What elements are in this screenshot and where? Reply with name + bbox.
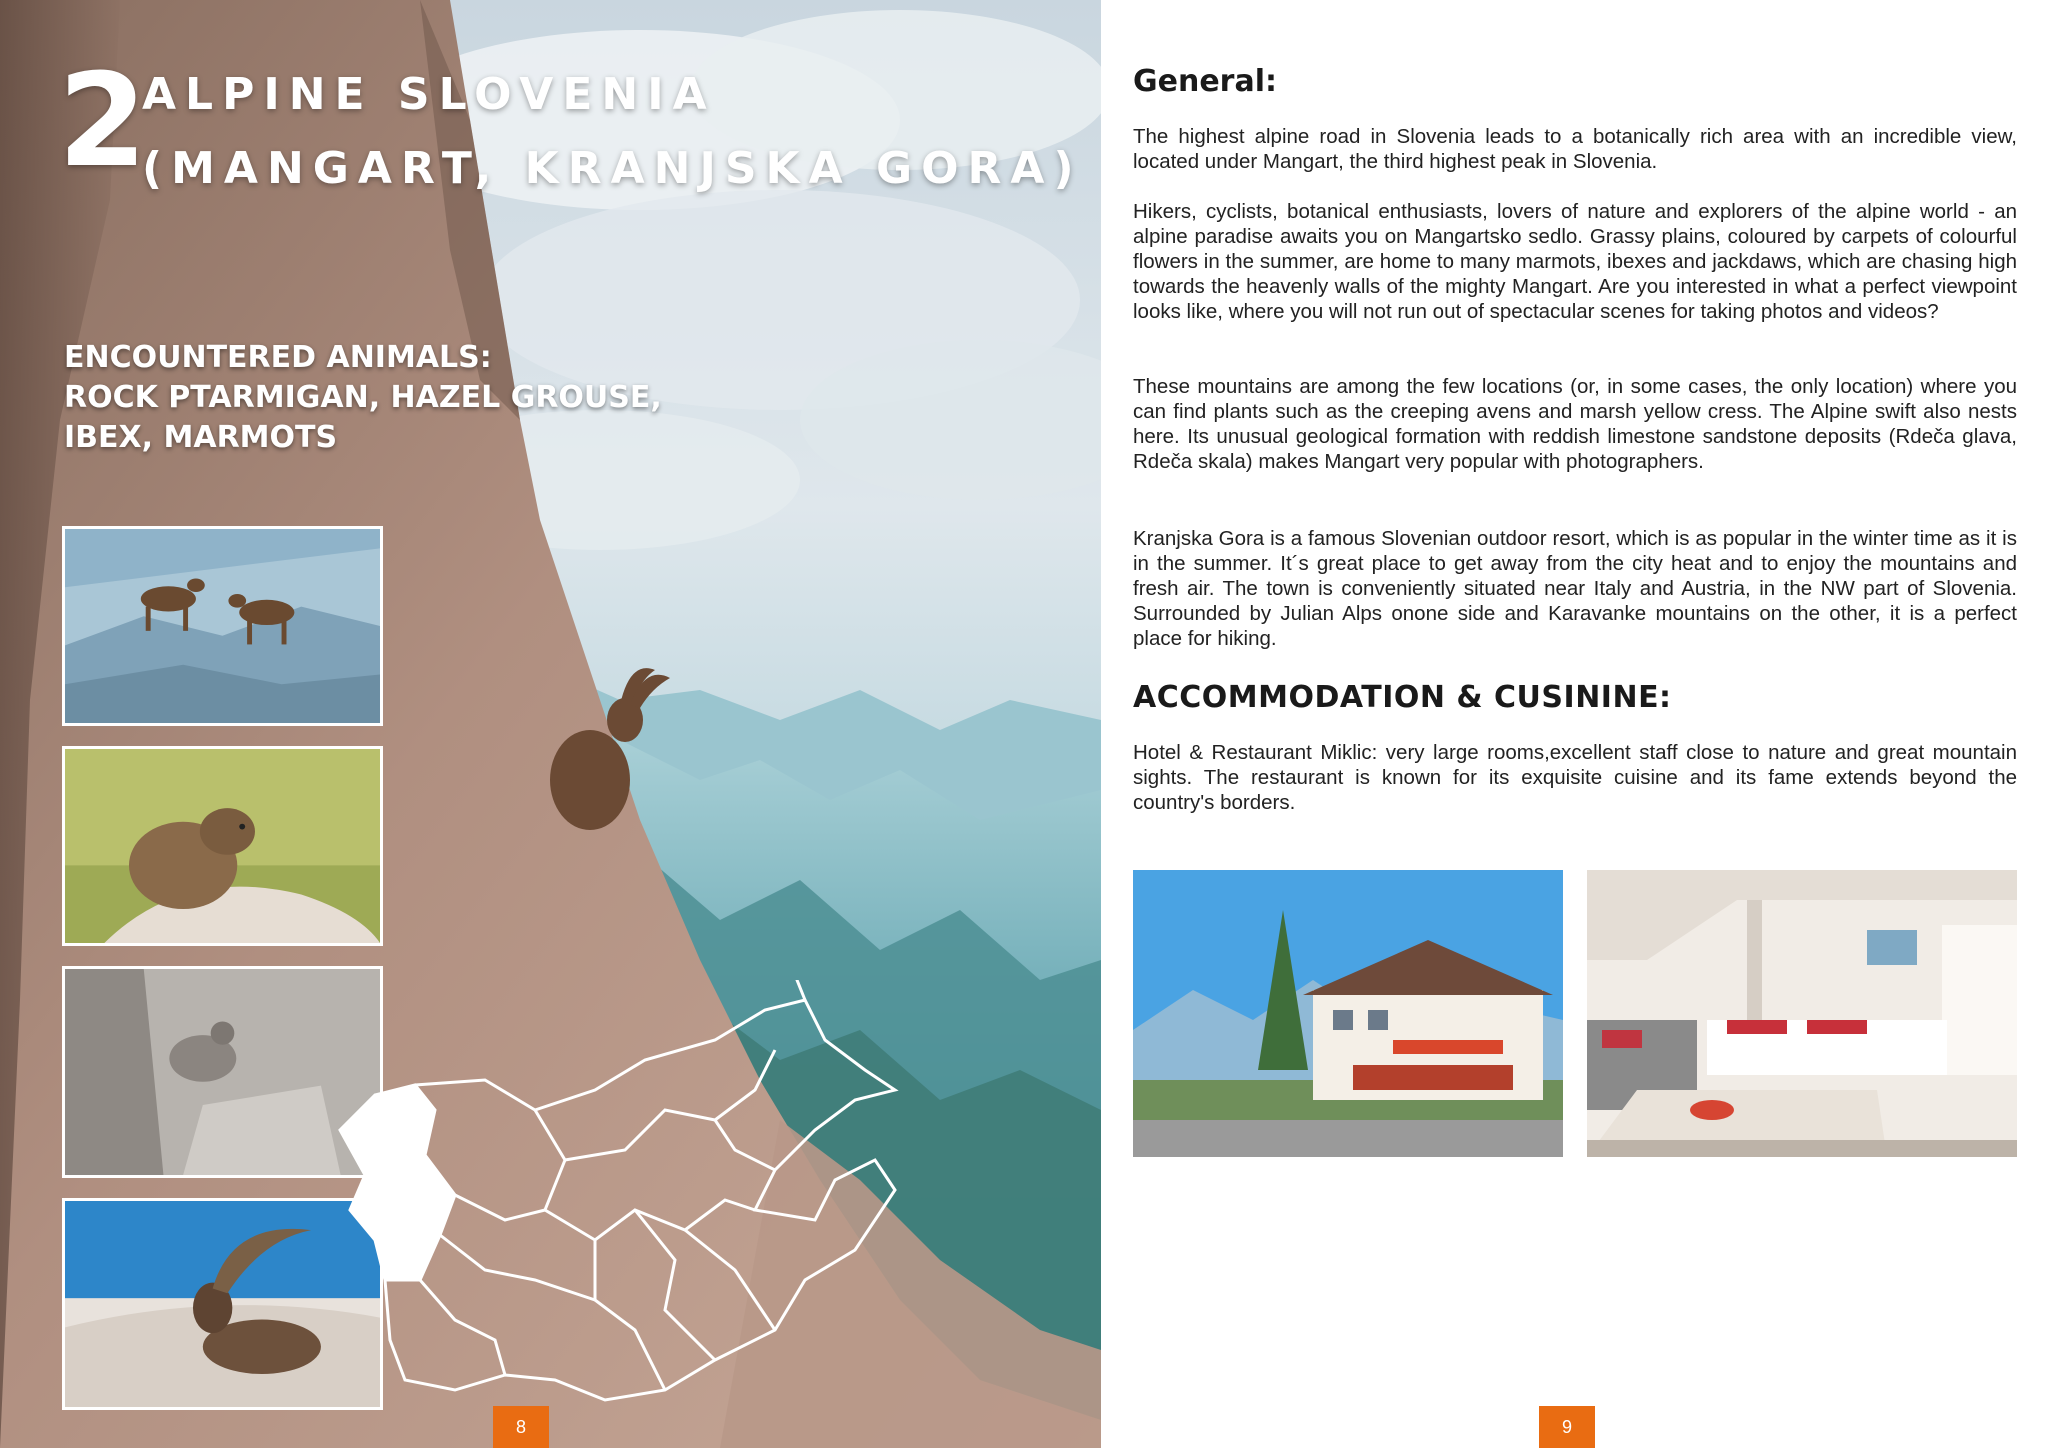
page-number-left: 8	[493, 1406, 549, 1448]
right-page	[1101, 0, 2048, 1448]
page-number-right: 9	[1539, 1406, 1595, 1448]
ibex-pair-photo	[62, 526, 383, 726]
slovenia-region-map	[335, 980, 995, 1410]
encountered-animals-heading	[64, 338, 784, 458]
general-paragraph-3: These mountains are among the few locations (or, in some cases, the only location) where you can find plants such as the creeping avens and marsh yellow cress. The Alpine swift also nests here. Its unusual geological formation with reddish limestone sandstone deposits (Rdeča glava, Rdeča skala) makes Mangart very popular with photographers.	[1133, 375, 2017, 473]
general-paragraph-2: Hikers, cyclists, botanical enthusiasts, lovers of nature and explorers of the alpine world - an alpine paradise awaits you on Mangartsko sedlo. Grassy plains, coloured by carpets of colourful flowers in the summer, are home to many marmots, ibexes and jackdaws, which are chasing high towards the heavenly walls of the mighty Mangart. Are you interested in what a perfect viewpoint looks like, where you will not run out of spectacular scenes for taking photos and videos?	[1133, 200, 2017, 323]
accommodation-paragraph: Hotel & Restaurant Miklic: very large rooms,excellent staff close to nature and great mountain sights. The restaurant is known for its exquisite cuisine and its fame extends beyond the country's borders.	[1133, 741, 2017, 814]
animals-heading-line-1: ENCOUNTERED ANIMALS:	[64, 340, 492, 375]
hotel-exterior-photo	[1133, 870, 1563, 1157]
chapter-title	[142, 58, 1083, 206]
chapter-number: 2	[58, 47, 148, 196]
chapter-title-line-2: (MANGART, KRANJSKA GORA)	[142, 143, 1083, 194]
marmot-photo	[62, 746, 383, 946]
hotel-room-photo	[1587, 870, 2017, 1157]
animals-heading-line-2: ROCK PTARMIGAN, HAZEL GROUSE,	[64, 380, 662, 415]
general-heading: General:	[1133, 64, 1277, 99]
animals-heading-line-3: IBEX, MARMOTS	[64, 420, 338, 455]
general-paragraph-1: The highest alpine road in Slovenia leads to a botanically rich area with an incredible view, located under Mangart, the third highest peak in Slovenia.	[1133, 125, 2017, 173]
chapter-title-line-1: ALPINE SLOVENIA	[142, 69, 716, 120]
accommodation-heading: ACCOMMODATION & CUSININE:	[1133, 680, 1672, 715]
general-paragraph-4: Kranjska Gora is a famous Slovenian outdoor resort, which is as popular in the winter time as it is in the summer. It´s great place to get away from the city heat and to enjoy the mountains and fresh air. The town is conveniently situated near Italy and Austria, in the NW part of Slovenia. Surrounded by Julian Alps onone side and Karavanke mountains on the other, it is a perfect place for hiking.	[1133, 527, 2017, 650]
